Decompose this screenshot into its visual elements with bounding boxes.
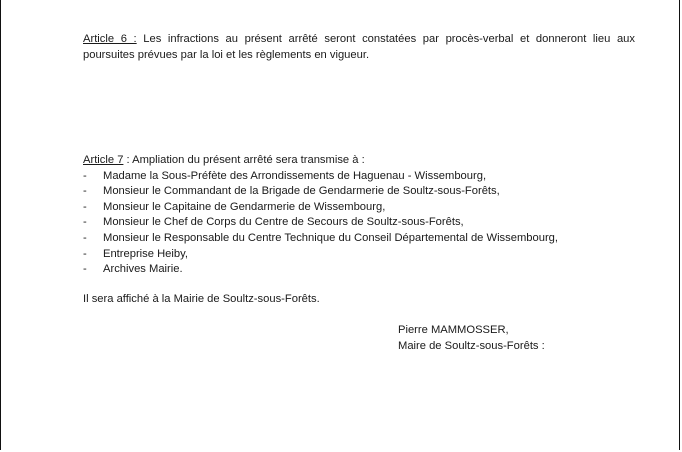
article-6-heading: Article 6 : [83, 33, 137, 45]
recipient-list [83, 169, 635, 278]
list-bullet: - [83, 231, 87, 244]
list-item [83, 262, 635, 278]
signature-block [398, 323, 545, 354]
article-6-text: Les infractions au présent arrêté seront constatées par procès-verbal et donneront lieu aux poursuites prévues par la loi et les règlements en vigueur. [83, 33, 635, 61]
signatory-title: Maire de Soultz-sous-Forêts : [398, 339, 545, 352]
recipient-text: Archives Mairie. [103, 263, 183, 276]
list-item [83, 247, 635, 263]
list-item [83, 169, 635, 185]
list-bullet: - [83, 185, 87, 198]
recipient-text: Monsieur le Chef de Corps du Centre de Secours de Soultz-sous-Forêts, [103, 216, 464, 229]
article-6 [83, 32, 635, 63]
recipient-text: Monsieur le Capitaine de Gendarmerie de Wissembourg, [103, 200, 386, 213]
recipient-text: Monsieur le Responsable du Centre Technique du Conseil Départemental de Wissembourg, [103, 231, 559, 244]
signatory-name: Pierre MAMMOSSER, [398, 324, 509, 336]
list-bullet: - [83, 263, 87, 276]
article-7-intro: : Ampliation du présent arrêté sera transmise à : [123, 154, 365, 166]
recipient-text: Entreprise Heiby, [103, 247, 188, 260]
article-7 [83, 153, 635, 278]
list-item [83, 184, 635, 200]
article-7-heading: Article 7 [83, 154, 124, 166]
list-item [83, 200, 635, 216]
list-bullet: - [83, 247, 87, 260]
affichage-statement: Il sera affiché à la Mairie de Soultz-sous-Forêts. [83, 293, 320, 305]
list-bullet: - [83, 216, 87, 229]
recipient-text: Monsieur le Commandant de la Brigade de Gendarmerie de Soultz-sous-Forêts, [103, 185, 500, 198]
recipient-text: Madame la Sous-Préfète des Arrondissements de Haguenau - Wissembourg, [103, 169, 487, 182]
list-bullet: - [83, 169, 87, 182]
list-item [83, 231, 635, 247]
list-bullet: - [83, 200, 87, 213]
article-7-intro-line [83, 153, 635, 169]
list-item [83, 215, 635, 231]
